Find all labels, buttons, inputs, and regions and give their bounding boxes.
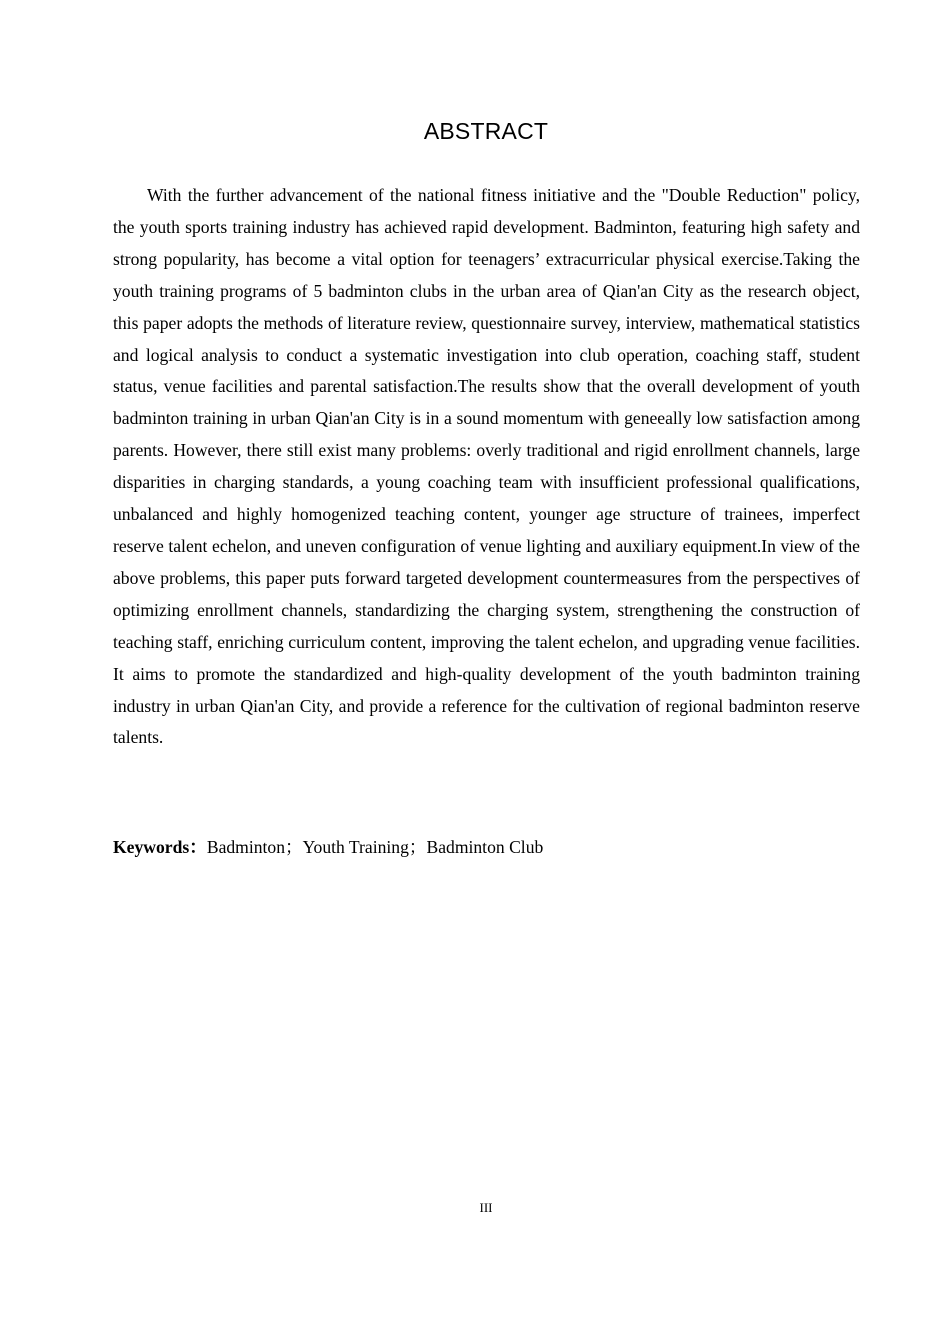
keywords-text: Badminton；Youth Training；Badminton Club: [206, 837, 544, 857]
keywords-label: Keywords：: [113, 837, 207, 857]
keywords-line: [113, 832, 860, 862]
abstract-title: ABSTRACT: [423, 118, 549, 144]
abstract-paragraph: With the further advancement of the national fitness initiative and the "Double Reduction" policy, the youth sports training industry has achieved rapid development. Badminton, featuring high safety and strong popularity, has become a vital option for teenagers’ extracurricular physical exercise.Taking the youth training programs of 5 badminton clubs in the urban area of Qian'an City as the research object, this paper adopts the methods of literature review, questionnaire survey, interview, mathematical statistics and logical analysis to conduct a systematic investigation into club operation, coaching staff, student status, venue facilities and parental satisfaction.The results show that the overall development of youth badminton training in urban Qian'an City is in a sound momentum with geneeally low satisfaction among parents. However, there still exist many problems: overly traditional and rigid enrollment channels, large disparities in charging standards, a young coaching team with insufficient professional qualifications, unbalanced and highly homogenized teaching content, younger age structure of trainees, imperfect reserve talent echelon, and uneven configuration of venue lighting and auxiliary equipment.In view of the above problems, this paper puts forward targeted development countermeasures from the perspectives of optimizing enrollment channels, standardizing the charging system, strengthening the construction of teaching staff, enriching curriculum content, improving the talent echelon, and upgrading venue facilities. It aims to promote the standardized and high-quality development of the youth badminton training industry in urban Qian'an City, and provide a reference for the cultivation of regional badminton reserve talents.: [113, 185, 860, 748]
page-number: III: [479, 1200, 493, 1215]
